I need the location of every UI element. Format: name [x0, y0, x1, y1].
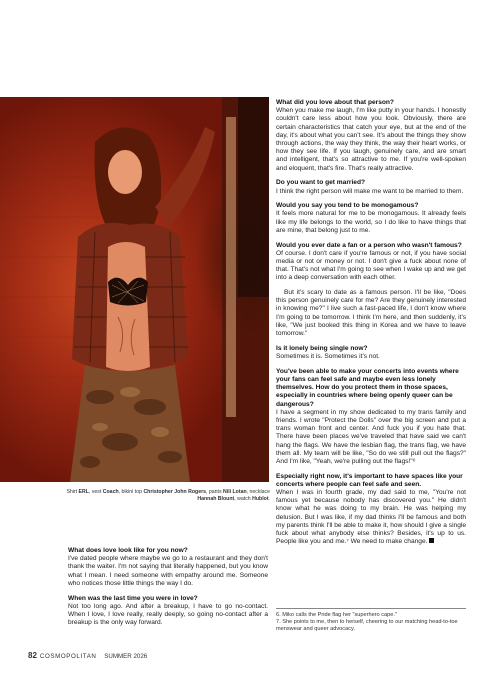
caption-credit: Nili Lotan: [223, 489, 247, 495]
interview-answer: It feels more natural for me to be monogamous. It already feels like my life belongs to the world, so I do like to have things that are mine, that belong just to me.: [276, 210, 466, 234]
caption-text: Shirt: [66, 489, 79, 495]
interview-answer: Of course. I don't care if you're famous or not, if you have social media or not or money or not. I don't give a fuck about none of that. That's not what I'm going to see when I wake up and we get into a deep conversation with each other.: [276, 249, 466, 282]
caption-text: , vest: [88, 489, 103, 495]
footnote-7: 7. She points to me, then to herself, cheering to our matching head-to-toe menswear and queer advocacy.: [276, 619, 458, 632]
interview-answer: I've dated people where maybe we go to a restaurant and they don't thank the waiter. I'm not saying that literally happened, but you know what I mean. I need someone with empathy around me. Someone who notices those little things the way I do.: [68, 555, 268, 587]
interview-answer: When you make me laugh, I'm like putty in your hands. I honestly couldn't care less about how you look. Obviously, there are certain characteristics that catch your eye, but at the end of the day, it's about what you can't see. It's about the things they show through actions, the way they think, the way their heart works, or how they see life. If you laugh, genuinely care, and are smart and intelligent, that's so attractive to me. If you're well-spoken and eloquent, that's fire. That's really attractive.: [276, 107, 467, 172]
photo-illustration: [0, 97, 269, 482]
interview-question: Would you say you tend to be monogamous?: [276, 202, 419, 210]
caption-credit: ERL: [78, 489, 89, 495]
caption-text: , watch: [234, 496, 253, 502]
magazine-name: COSMOPOLITAN: [39, 653, 97, 660]
page-number: 82: [28, 651, 37, 660]
footnotes: [276, 612, 466, 633]
interview-question: Do you want to get married?: [276, 179, 366, 187]
footnote-6: 6. Miko calls the Pride flag her "superhero cape.": [276, 612, 397, 618]
caption-text: , necklace: [246, 489, 270, 495]
caption-text: .: [268, 496, 270, 502]
interview-left-column: [68, 547, 268, 634]
interview-question: What does love look like for you now?: [68, 547, 188, 554]
page-folio: [28, 651, 147, 660]
issue-label: SUMMER 2026: [104, 653, 148, 660]
interview-question: Is it lonely being single now?: [276, 344, 368, 352]
interview-answer: But it's scary to date as a famous person. I'll be like, "Does this person genuinely care for me? Are they genuinely interested in knowing me?" I live such a fast-paced life, I don't know where I'm going to be tomorrow. I think I'm here, and then suddenly, it's like, "We just booked this thing in Korea and we have to leave tomorrow.": [276, 289, 466, 338]
caption-credit: Hannah Blount: [197, 496, 235, 502]
interview-question: You've been able to make your concerts into events where your fans can feel safe and maybe even less lonely themselves. How do you protect them in those spaces, especially in countries where being openly queer can be dangerous?: [276, 367, 459, 408]
interview-answer: When I was in fourth grade, my dad said to me, "You're not famous yet because nobody has discovered you." He didn't know what he was doing to my brain. He was helping my delusion. But I was like, if my dad thinks I'll be famous and both my parents think I'll be able to make it, how should I give a single fuck about what anybody else thinks? Besides, it's up to us. People like you and me.⁷ We need to make change.: [276, 489, 466, 546]
caption-text: , pants: [205, 489, 223, 495]
interview-question: What did you love about that person?: [276, 99, 394, 106]
fashion-photo: [0, 97, 269, 482]
interview-answer: I have a segment in my show dedicated to my trans family and friends. I wrote "Protect the Dolls" over the big screen and put a trans woman front and center. And fuck you if you hate that. There have been places we've traveled that have said we can't hang the flags. We have the lesbian flag, the trans flag, we have them all. My team will be like, "So do we still pull out the flags?" And I'm like, "Yeah, we're pulling out the flags!"⁶: [276, 408, 466, 465]
caption-credit: Hublot: [252, 496, 269, 502]
folio-separator: [100, 653, 102, 660]
interview-answer: Sometimes it is. Sometimes it's not.: [276, 352, 380, 360]
interview-question: When was the last time you were in love?: [68, 594, 198, 602]
interview-answer: Not too long ago. And after a breakup, I have to go no-contact. When I love, I love really, really deeply, so going no-contact after a breakup is the only way forward.: [68, 602, 268, 627]
caption-text: , bikini top: [118, 489, 144, 495]
photo-caption: [60, 489, 270, 503]
caption-credit: Coach: [102, 489, 119, 495]
interview-question: Especially right now, it's important to have spaces like your concerts where people can feel safe and seen.: [276, 472, 463, 488]
footnote-divider: [276, 608, 466, 609]
caption-credit: Christopher John Rogers: [143, 489, 206, 495]
interview-question: Would you ever date a fan or a person who wasn't famous?: [276, 241, 462, 249]
interview-answer: I think the right person will make me want to be married to them.: [276, 187, 464, 195]
end-of-article-mark: [429, 538, 434, 543]
interview-right-column: [276, 99, 466, 553]
